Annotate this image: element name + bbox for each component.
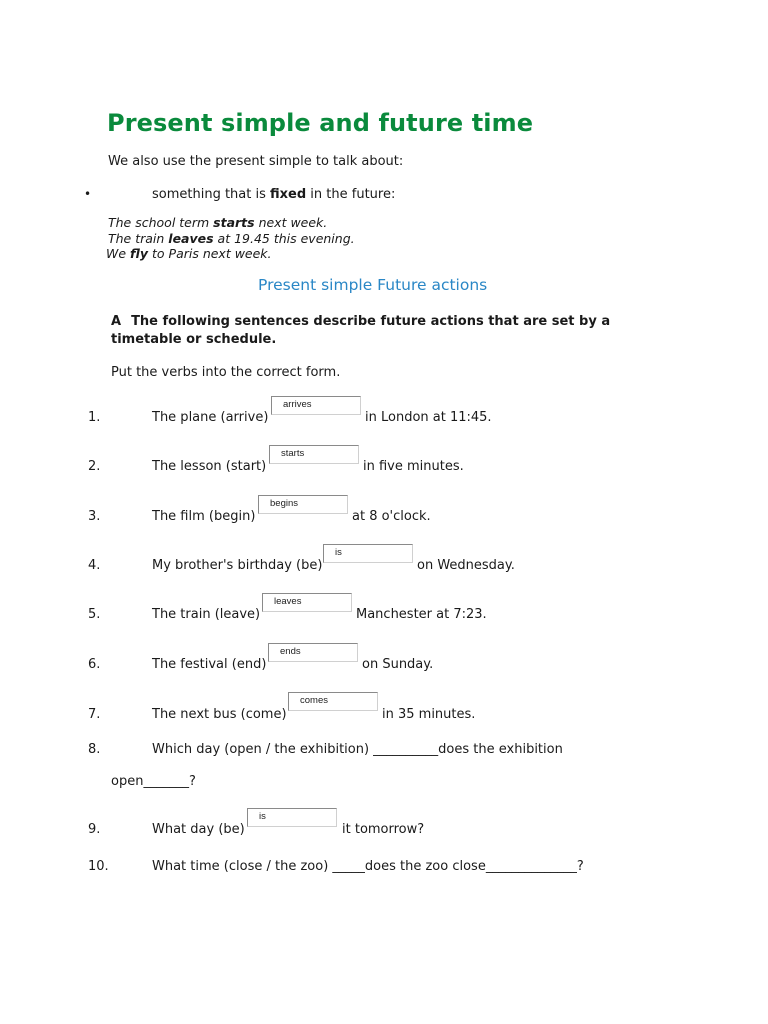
example-sentence xyxy=(108,231,355,246)
question-text: Which day (open / the exhibition) __________does the exhibition xyxy=(152,742,563,757)
question-number: 6. xyxy=(88,657,101,672)
page-title: Present simple and future time xyxy=(107,109,534,137)
example-after: next week. xyxy=(254,215,328,230)
question-number: 4. xyxy=(88,558,101,573)
answer-input[interactable]: comes xyxy=(288,692,378,711)
question-after: on Sunday. xyxy=(362,657,434,672)
answer-input[interactable]: ends xyxy=(268,643,358,662)
example-sentence xyxy=(108,215,327,230)
task-instruction: Put the verbs into the correct form. xyxy=(111,365,341,380)
answer-input[interactable]: begins xyxy=(258,495,348,514)
question-number: 10. xyxy=(88,859,109,874)
question-before: My brother's birthday (be) xyxy=(152,558,323,573)
example-before: The school term xyxy=(108,215,214,230)
question-number: 2. xyxy=(88,459,101,474)
question-number: 8. xyxy=(88,742,101,757)
answer-input[interactable]: is xyxy=(323,544,413,563)
question-continuation: open_______? xyxy=(111,774,196,789)
question-before: What day (be) xyxy=(152,822,245,837)
example-before: The train xyxy=(108,231,169,246)
question-before: The next bus (come) xyxy=(152,707,287,722)
question-before: The film (begin) xyxy=(152,509,256,524)
bullet-bold: fixed xyxy=(270,187,307,202)
question-after: in 35 minutes. xyxy=(382,707,476,722)
question-text: What time (close / the zoo) _____does the zoo close______________? xyxy=(152,859,584,874)
example-verb: starts xyxy=(213,215,255,230)
example-verb: fly xyxy=(130,246,149,261)
question-after: Manchester at 7:23. xyxy=(356,607,487,622)
question-after: it tomorrow? xyxy=(342,822,425,837)
question-after: in five minutes. xyxy=(363,459,464,474)
bullet-text xyxy=(152,187,395,202)
question-number: 5. xyxy=(88,607,101,622)
example-after: to Paris next week. xyxy=(148,246,272,261)
question-after: at 8 o'clock. xyxy=(352,509,431,524)
question-before: The train (leave) xyxy=(152,607,261,622)
question-after: on Wednesday. xyxy=(417,558,515,573)
answer-input[interactable]: starts xyxy=(269,445,359,464)
question-before: The lesson (start) xyxy=(152,459,267,474)
question-number: 3. xyxy=(88,509,101,524)
example-before: We xyxy=(106,246,131,261)
question-before: The festival (end) xyxy=(152,657,267,672)
question-number: 9. xyxy=(88,822,101,837)
example-sentence xyxy=(106,246,272,261)
task-heading xyxy=(111,313,631,349)
task-letter: A xyxy=(111,314,122,329)
question-number: 1. xyxy=(88,410,101,425)
answer-input[interactable]: is xyxy=(247,808,337,827)
answer-input[interactable]: arrives xyxy=(271,396,361,415)
bullet-before: something that is xyxy=(152,187,271,202)
question-after: in London at 11:45. xyxy=(365,410,492,425)
question-number: 7. xyxy=(88,707,101,722)
bullet-marker: • xyxy=(84,187,92,201)
example-after: at 19.45 this evening. xyxy=(213,231,355,246)
example-verb: leaves xyxy=(168,231,214,246)
bullet-after: in the future: xyxy=(306,187,396,202)
answer-input[interactable]: leaves xyxy=(262,593,352,612)
question-before: The plane (arrive) xyxy=(152,410,269,425)
intro-text: We also use the present simple to talk about: xyxy=(108,154,404,169)
task-heading-text: The following sentences describe future actions that are set by a timetable or schedule. xyxy=(111,314,611,347)
section-subtitle: Present simple Future actions xyxy=(258,276,488,294)
